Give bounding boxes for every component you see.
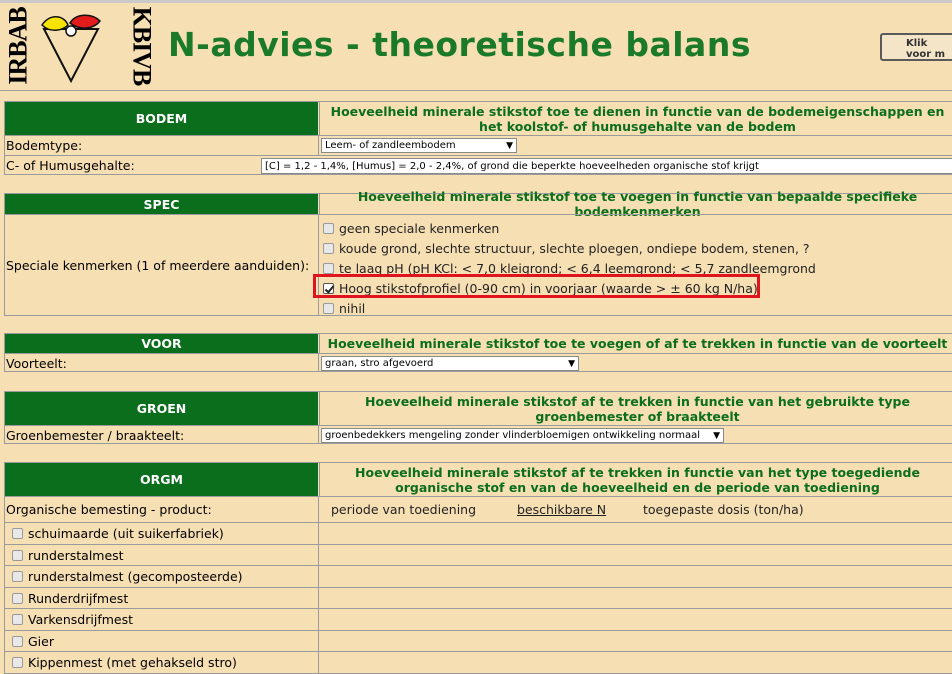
voorteelt-select[interactable] — [321, 356, 579, 371]
orgm-item[interactable] — [12, 634, 54, 649]
cell-separator — [318, 566, 319, 587]
groenbemester-label: Groenbemester / braakteelt: — [6, 427, 185, 443]
logo-text-left: IRBAB — [3, 7, 33, 85]
option-label: geen speciale kenmerken — [339, 221, 500, 236]
checkbox[interactable] — [323, 263, 334, 274]
orgm-header — [5, 463, 952, 496]
beet-logo-icon — [36, 11, 106, 83]
orgm-section-name: ORGM — [5, 463, 318, 496]
cell-separator — [318, 588, 319, 608]
option-label: nihil — [339, 301, 366, 314]
spec-option-5[interactable] — [323, 301, 365, 314]
cell-separator — [318, 631, 319, 651]
orgm-item-row — [5, 587, 952, 608]
cell-separator — [318, 354, 319, 372]
col-dosis: toegepaste dosis (ton/ha) — [643, 502, 804, 517]
klik-button[interactable]: Klik voor m — [880, 33, 952, 61]
orgm-item-row — [5, 651, 952, 673]
cell-separator — [318, 652, 319, 673]
dropdown-arrow-icon: ▼ — [568, 359, 575, 369]
item-label: runderstalmest (gecomposteerde) — [28, 569, 243, 584]
page-header — [0, 3, 952, 86]
groen-description: Hoeveelheid minerale stikstof af te trekken in functie van het gebruikte type groenbemester of braakteelt — [319, 392, 952, 425]
voorteelt-value: graan, stro afgevoerd — [325, 358, 434, 369]
bodem-header — [5, 102, 952, 135]
checkbox[interactable] — [12, 636, 23, 647]
orgm-item[interactable] — [12, 655, 237, 670]
dropdown-arrow-icon: ▼ — [713, 431, 720, 441]
voorteelt-label: Voorteelt: — [6, 355, 67, 371]
option-label: te laag pH (pH KCl: < 7,0 kleigrond; < 6,4 leemgrond; < 5,7 zandleemgrond — [339, 261, 816, 276]
bodemtype-select[interactable] — [321, 138, 517, 153]
option-label: koude grond, slechte structuur, slechte ploegen, ondiepe bodem, stenen, ? — [339, 241, 810, 256]
cell-separator — [318, 136, 319, 155]
checkbox[interactable] — [12, 550, 23, 561]
cell-separator — [318, 497, 319, 522]
item-label: runderstalmest — [28, 548, 124, 563]
voorteelt-row — [5, 353, 952, 372]
item-label: Kippenmest (met gehakseld stro) — [28, 655, 237, 670]
section-voor — [4, 333, 952, 372]
orgm-item[interactable] — [12, 526, 224, 541]
col-periode: periode van toediening — [331, 502, 477, 517]
item-label: Gier — [28, 634, 54, 649]
checkbox[interactable] — [12, 614, 23, 625]
item-label: schuimaarde (uit suikerfabriek) — [28, 526, 224, 541]
dropdown-arrow-icon: ▼ — [506, 141, 513, 151]
cell-separator — [318, 426, 319, 444]
humus-label: C- of Humusgehalte: — [6, 158, 135, 173]
checkbox[interactable] — [323, 303, 334, 314]
spec-label: Speciale kenmerken (1 of meerdere aanduiden): — [6, 258, 310, 273]
spec-section-name: SPEC — [5, 194, 318, 214]
highlight-box — [313, 274, 760, 298]
spec-option-2[interactable] — [323, 241, 810, 256]
item-label: Varkensdrijfmest — [28, 612, 133, 627]
col-beschikbare-link[interactable]: beschikbare N — [517, 502, 607, 517]
orgm-item-row — [5, 522, 952, 544]
bodem-description: Hoeveelheid minerale stikstof toe te dienen in functie van de bodemeigenschappen en het koolstof- of humusgehalte van de bodem — [319, 102, 952, 135]
orgm-item[interactable] — [12, 548, 124, 563]
spec-description: Hoeveelheid minerale stikstof toe te voegen in functie van bepaalde specifieke bodemkenmerken — [319, 194, 952, 214]
spec-options-row — [5, 214, 952, 316]
bodem-section-name: BODEM — [5, 102, 318, 135]
orgm-item[interactable] — [12, 612, 133, 627]
voor-header — [5, 334, 952, 353]
cell-separator — [318, 609, 319, 630]
humus-row — [5, 155, 952, 175]
groenbemester-value: groenbedekkers mengeling zonder vlinderbloemigen ontwikkeling normaal — [325, 430, 701, 441]
orgm-item-row — [5, 608, 952, 630]
item-label: Runderdrijfmest — [28, 591, 129, 606]
checkbox[interactable] — [12, 571, 23, 582]
cell-separator — [318, 215, 319, 316]
voor-section-name: VOOR — [5, 334, 318, 353]
spec-option-1[interactable] — [323, 221, 499, 236]
orgm-column-header-row — [5, 496, 952, 522]
orgm-description: Hoeveelheid minerale stikstof af te trekken in functie van het type toegediende organische stof en van de hoeveelheid en de periode van toediening — [319, 463, 952, 496]
checkbox[interactable] — [12, 528, 23, 539]
groen-section-name: GROEN — [5, 392, 318, 425]
orgm-item-row — [5, 544, 952, 565]
section-groen — [4, 391, 952, 444]
header-divider — [0, 90, 952, 91]
page-title: N-advies - theoretische balans — [168, 25, 751, 64]
section-bodem — [4, 101, 952, 175]
cell-separator — [318, 523, 319, 544]
bodemtype-label: Bodemtype: — [6, 138, 83, 153]
orgm-item[interactable] — [12, 591, 128, 606]
voor-description: Hoeveelheid minerale stikstof toe te voegen of af te trekken in functie van de voorteelt — [319, 334, 952, 353]
bodemtype-row — [5, 135, 952, 155]
bodemtype-value: Leem- of zandleembodem — [325, 140, 456, 151]
checkbox[interactable] — [323, 223, 334, 234]
irbab-kbivb-logo — [2, 6, 160, 86]
orgm-item[interactable] — [12, 569, 243, 584]
humus-select[interactable]: [C] = 1,2 - 1,4%, [Humus] = 2,0 - 2,4%, of grond die beperkte hoeveelheden organische stof krijgt — [261, 158, 952, 174]
groen-header — [5, 392, 952, 425]
groenbemester-select[interactable] — [321, 428, 724, 443]
orgm-item-row — [5, 630, 952, 651]
checkbox[interactable] — [12, 657, 23, 668]
orgm-item-row — [5, 565, 952, 587]
section-orgm — [4, 462, 952, 674]
option-label: Hoog stikstofprofiel (0-90 cm) in voorjaar (waarde > ± 60 kg N/ha) — [339, 281, 758, 296]
cell-separator — [318, 545, 319, 565]
spec-header — [5, 189, 952, 219]
orgm-product-label: Organische bemesting - product: — [6, 502, 212, 517]
groenbemester-row — [5, 425, 952, 444]
logo-text-right: KBIVB — [127, 6, 157, 86]
checkbox[interactable] — [323, 243, 334, 254]
checkbox[interactable] — [12, 593, 23, 604]
